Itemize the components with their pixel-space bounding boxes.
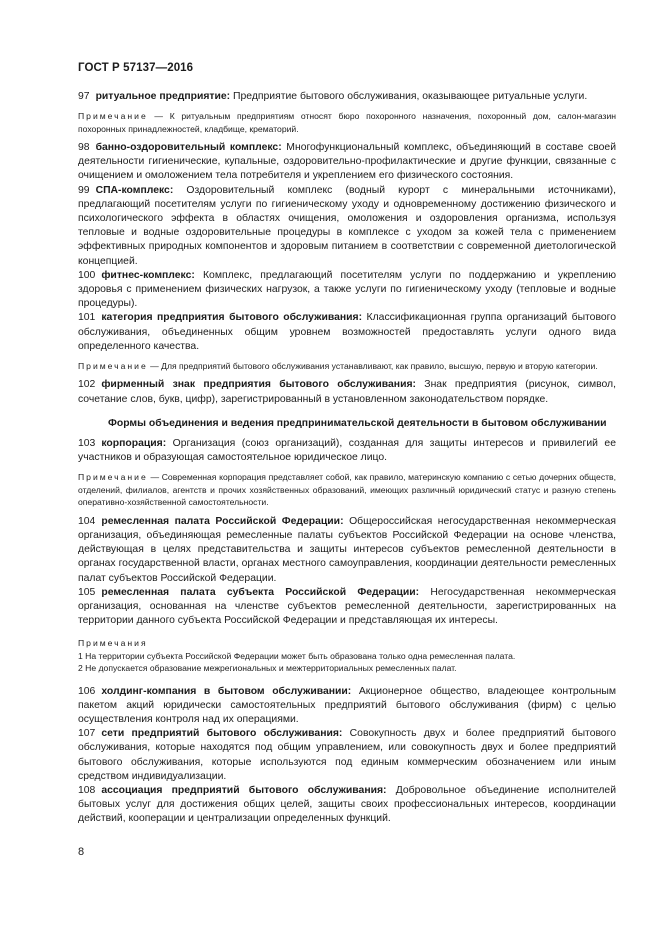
note-text: — К ритуальным предприятиям относят бюро похоронного назначения, похоронный дом, салон-магазин похоронных принадлежностей, кладбище, крематорий. bbox=[78, 111, 616, 134]
entry-term: холдинг-компания в бытовом обслуживании: bbox=[101, 685, 352, 697]
entry-104 bbox=[78, 515, 616, 586]
entry-102 bbox=[78, 378, 616, 406]
note-item: 1 На территории субъекта Российской Федерации может быть образована только одна ремесленная палата. bbox=[78, 650, 516, 661]
entry-101 bbox=[78, 311, 616, 354]
section-heading: Формы объединения и ведения предпринимательской деятельности в бытовом обслуживании bbox=[108, 417, 607, 429]
entry-number: 98 bbox=[78, 142, 90, 154]
entry-108 bbox=[78, 784, 616, 827]
entry-term: сети предприятий бытового обслуживания: bbox=[101, 728, 343, 740]
notes-105 bbox=[78, 637, 616, 674]
entry-definition: Знак предприятия (рисунок, символ, сочетание слов, букв, цифр), зарегистрированный в установленном законодательством порядке. bbox=[78, 379, 616, 405]
entry-99 bbox=[78, 184, 616, 269]
entry-definition: Общероссийская негосударственная некоммерческая организация, объединяющая ремесленные палаты субъектов Российской Федерации на основе членства, действующая в целях представительства и защиты интересов субъектов ремесленной деятельности в органах государственной власти, органах местного самоуправления, координации деятельности ремесленных палат субъектов Российской Федерации. bbox=[78, 515, 616, 584]
note-101 bbox=[78, 360, 616, 372]
entry-105 bbox=[78, 586, 616, 629]
entry-definition: Организация (союз организаций), созданная для защиты интересов и привилегий ее участников и образующая самостоятельное юридическое лицо. bbox=[78, 438, 616, 464]
entry-100 bbox=[78, 269, 616, 312]
entry-definition: Акционерное общество, владеющее контрольным пакетом акций юридически самостоятельных предприятий бытового обслуживания (фирм) с целью осуществления контроля над их операциями. bbox=[78, 685, 616, 725]
entry-definition: Предприятие бытового обслуживания, оказывающее ритуальные услуги. bbox=[233, 91, 588, 102]
entry-definition: Добровольное объединение исполнителей бытовых услуг для достижения общих целей, защиты своих профессиональных интересов, координации действий, кооперации и централизации определенных функций. bbox=[78, 784, 617, 825]
entry-107 bbox=[78, 727, 616, 784]
entry-term: фирменный знак предприятия бытового обслуживания: bbox=[101, 379, 416, 391]
entry-number: 99 bbox=[78, 184, 90, 196]
note-lead: Примечание bbox=[78, 472, 148, 483]
entry-number: 101 bbox=[78, 312, 96, 324]
note-103 bbox=[78, 471, 616, 508]
entry-number: 107 bbox=[78, 728, 96, 740]
entry-term: ритуальное предприятие: bbox=[95, 91, 231, 102]
entry-106 bbox=[78, 685, 616, 728]
entry-term: банно-оздоровительный комплекс: bbox=[95, 142, 282, 154]
entry-definition: Многофункциональный комплекс, объединяющий в составе своей деятельности гигиенические, купальные, оздоровительно-профилактические и другие функции, связанные с очищением и омоложением тела потребителя и укреплением его физического состояния. bbox=[78, 142, 617, 182]
entry-103 bbox=[78, 437, 616, 465]
note-lead: Примечание bbox=[78, 361, 148, 372]
document-body bbox=[78, 90, 616, 827]
note-text: — Для предприятий бытового обслуживания устанавливают, как правило, высшую, первую и вторую категории. bbox=[147, 361, 598, 372]
entry-term: ассоциация предприятий бытового обслуживания: bbox=[101, 784, 387, 796]
entry-definition: Комплекс, предлагающий посетителям услуги по поддержанию и укреплению здоровья с применением физических нагрузок, а также услуги по гигиеническому уходу (тепловые и водные процедуры). bbox=[78, 269, 616, 310]
entry-number: 102 bbox=[78, 379, 96, 391]
entry-definition: Классификационная группа организаций бытового обслуживания, объединенных общим уровнем возможностей предоставлять услуги одного вида определенного качества. bbox=[78, 312, 616, 352]
entry-number: 105 bbox=[78, 586, 96, 598]
note-lead: Примечание bbox=[78, 111, 148, 122]
entry-term: фитнес-комплекс: bbox=[101, 269, 195, 281]
entry-term: СПА-комплекс: bbox=[95, 184, 174, 196]
entry-term: корпорация: bbox=[101, 438, 167, 450]
entry-number: 103 bbox=[78, 438, 96, 450]
entry-number: 108 bbox=[78, 784, 96, 796]
notes-lead: Примечания bbox=[78, 638, 148, 649]
entry-term: категория предприятия бытового обслуживания: bbox=[101, 312, 363, 324]
entry-number: 106 bbox=[78, 685, 96, 697]
note-item: 2 Не допускается образование межрегиональных и межтерриториальных ремесленных палат. bbox=[78, 663, 457, 674]
entry-term: ремесленная палата Российской Федерации: bbox=[101, 515, 344, 527]
entry-97 bbox=[78, 90, 616, 104]
entry-98 bbox=[78, 141, 616, 184]
note-text: — Современная корпорация представляет собой, как правило, материнскую компанию с сетью дочерних обществ, отделений, филиалов, агентств и прочих хозяйственных образований, имеющих различный юридический статус и разную степень оперативно-хозяйственной самостоятельности. bbox=[78, 472, 616, 508]
entry-number: 104 bbox=[78, 515, 96, 527]
entry-number: 97 bbox=[78, 91, 90, 102]
entry-term: ремесленная палата субъекта Российской Федерации: bbox=[101, 586, 420, 598]
entry-number: 100 bbox=[78, 269, 96, 281]
entry-definition: Совокупность двух и более предприятий бытового обслуживания, которые находятся под общим управлением, или совокупность двух и более предприятий бытового обслуживания, которые используются под единым коммерческим обозначением или иным средством индивидуализации. bbox=[78, 728, 616, 782]
entry-definition: Оздоровительный комплекс (водный курорт с минеральными источниками), предлагающий посетителям услуги по гигиеническому уходу и одновременному достижению физического и психологического эффекта в областях очищения, омоложения и оздоровления организма, используя тепловые и водные оздоровительные процедуры в комплексе с уходом за кожей тела с применением эффективных природных компонентов и здоровым питанием в соответствии с современной диетологической концепцией. bbox=[78, 184, 616, 267]
standard-header: ГОСТ Р 57137—2016 bbox=[78, 62, 194, 74]
page-number: 8 bbox=[78, 846, 85, 858]
entry-definition: Негосударственная некоммерческая организация, основанная на членстве субъектов ремесленной деятельности, зарегистрированных на территории данного субъекта Российской Федерации и представляющая их интересы. bbox=[78, 586, 616, 627]
note-97 bbox=[78, 110, 616, 135]
